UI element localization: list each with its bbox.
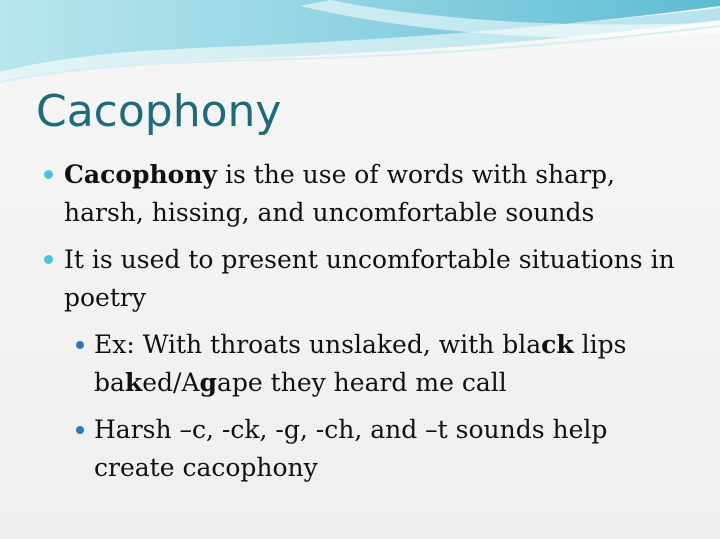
bullet-text: Harsh –c, -ck, -g, -ch, and –t sounds help create cacophony (94, 415, 608, 482)
bullet-text: It is used to present uncomfortable situations in poetry (64, 245, 675, 312)
bullet-dot-icon (44, 170, 53, 179)
example-text-part: ape they heard me call (217, 368, 507, 397)
header-wave-decoration (0, 0, 720, 90)
bullet-dot-icon (44, 255, 53, 264)
bullet-list (44, 156, 694, 496)
bullet-item-purpose (44, 241, 694, 317)
emphasized-sound: ck (541, 330, 574, 359)
example-text-part: lips ba (94, 330, 627, 397)
example-text-part: ed/A (142, 368, 200, 397)
sub-bullet-dot-icon (76, 426, 84, 434)
bullet-item-definition (44, 156, 694, 232)
emphasized-sound: k (124, 368, 143, 397)
sub-bullet-item-example (76, 326, 694, 402)
bullet-text: is the use of words with sharp, harsh, hissing, and uncomfortable sounds (64, 160, 615, 227)
sub-bullet-item-sounds (76, 411, 694, 487)
emphasized-sound: g (199, 368, 218, 397)
example-text-part: Ex: With throats unslaked, with bla (94, 330, 542, 359)
bold-term: Cacophony (64, 160, 218, 189)
sub-bullet-dot-icon (76, 341, 84, 349)
slide-title: Cacophony (36, 86, 282, 137)
